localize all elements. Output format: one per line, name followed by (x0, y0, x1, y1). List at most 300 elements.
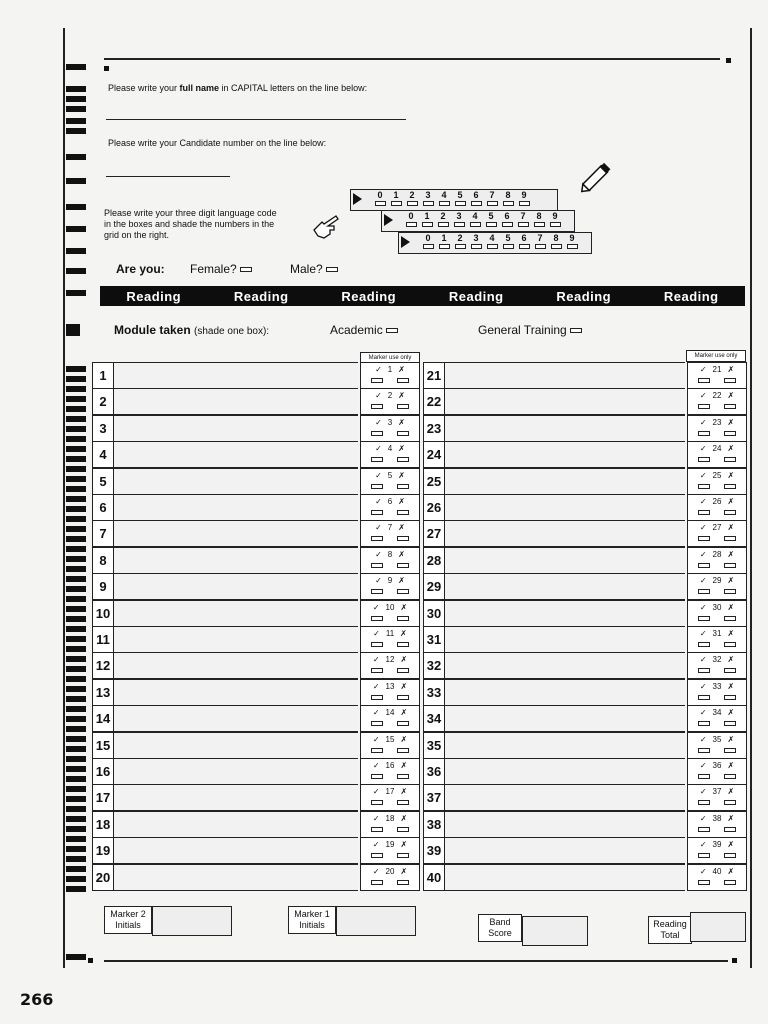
timing-mark (66, 636, 86, 642)
incorrect-bubble[interactable] (724, 695, 736, 700)
digit-bubble[interactable] (439, 201, 450, 206)
answer-row (423, 758, 753, 784)
digit-bubble[interactable] (391, 201, 402, 206)
digit-label: 9 (552, 211, 558, 221)
incorrect-bubble[interactable] (397, 774, 409, 779)
marker-box (360, 864, 420, 891)
marker-box (687, 388, 747, 415)
question-number: 36 (423, 758, 445, 785)
digit-option[interactable] (469, 190, 483, 206)
incorrect-bubble[interactable] (397, 748, 409, 753)
marker-question-number: 18 (385, 813, 395, 823)
language-grid-3[interactable] (398, 232, 592, 254)
correct-bubble[interactable] (698, 457, 710, 462)
correct-bubble[interactable] (371, 563, 383, 568)
cross-icon: ✗ (400, 708, 408, 718)
digit-option[interactable] (421, 190, 435, 206)
incorrect-bubble[interactable] (724, 457, 736, 462)
incorrect-bubble[interactable] (397, 404, 409, 409)
digit-option[interactable] (517, 190, 531, 206)
language-grid-1[interactable] (350, 189, 558, 211)
answer-field[interactable] (114, 652, 358, 679)
digit-bubble[interactable] (503, 201, 514, 206)
tick-icon: ✓ (375, 365, 382, 374)
candidate-number-line[interactable] (106, 176, 230, 177)
timing-mark (66, 856, 86, 862)
marker2-initials-box[interactable] (152, 906, 232, 936)
cross-icon: ✗ (727, 417, 735, 427)
correct-bubble[interactable] (698, 800, 710, 805)
incorrect-bubble[interactable] (397, 563, 409, 568)
digit-option[interactable] (436, 211, 450, 227)
answer-field[interactable] (445, 415, 685, 442)
marker-question-number: 40 (712, 866, 722, 876)
correct-bubble[interactable] (371, 616, 383, 621)
marker-question-number: 25 (712, 470, 722, 480)
correct-bubble[interactable] (371, 721, 383, 726)
answer-row (423, 864, 753, 890)
timing-mark (66, 716, 86, 722)
answer-field[interactable] (445, 758, 685, 785)
tick-icon: ✓ (699, 761, 707, 770)
digit-bubble[interactable] (502, 222, 513, 227)
incorrect-bubble[interactable] (724, 431, 736, 436)
answer-field[interactable] (114, 573, 358, 600)
digit-label: 2 (409, 190, 415, 200)
incorrect-bubble[interactable] (397, 880, 409, 885)
digit-label: 9 (521, 190, 527, 200)
incorrect-bubble[interactable] (724, 827, 736, 832)
incorrect-bubble[interactable] (397, 668, 409, 673)
timing-mark (66, 506, 86, 512)
answer-field[interactable] (445, 573, 685, 600)
digit-option[interactable] (421, 233, 435, 249)
incorrect-bubble[interactable] (724, 536, 736, 541)
digit-bubble[interactable] (519, 201, 530, 206)
correct-bubble[interactable] (371, 800, 383, 805)
marker-question-number: 16 (385, 761, 395, 770)
answer-field[interactable] (114, 547, 358, 574)
answer-field[interactable] (445, 705, 685, 732)
reading-banner (100, 286, 745, 306)
digit-option[interactable] (453, 190, 467, 206)
answer-field[interactable] (445, 732, 685, 759)
correct-bubble[interactable] (698, 853, 710, 858)
digit-option[interactable] (437, 190, 451, 206)
digit-bubble[interactable] (519, 244, 530, 249)
marker-question-number: 35 (712, 734, 722, 744)
correct-bubble[interactable] (698, 695, 710, 700)
digit-bubble[interactable] (454, 222, 465, 227)
answer-field[interactable] (114, 837, 358, 864)
digit-bubble[interactable] (518, 222, 529, 227)
tick-icon: ✓ (372, 708, 380, 718)
answer-field[interactable] (114, 362, 358, 389)
marker-question-number: 7 (387, 523, 393, 533)
marker-box (360, 415, 420, 442)
male-bubble[interactable] (326, 267, 338, 272)
incorrect-bubble[interactable] (397, 378, 409, 383)
digit-option[interactable] (549, 233, 563, 249)
digit-option[interactable] (373, 190, 387, 206)
digit-option[interactable] (516, 211, 530, 227)
general-training-option[interactable]: General Training (478, 323, 582, 337)
answer-field[interactable] (445, 864, 685, 891)
digit-bubble[interactable] (439, 244, 450, 249)
digit-option[interactable] (532, 211, 546, 227)
marker-box (360, 362, 420, 389)
incorrect-bubble[interactable] (724, 616, 736, 621)
timing-mark (66, 178, 86, 184)
tick-icon: ✓ (373, 629, 380, 638)
digit-label: 9 (569, 233, 575, 243)
answer-field[interactable] (445, 520, 685, 547)
marker-box (360, 758, 420, 785)
answer-row (92, 652, 422, 678)
answer-field[interactable] (114, 626, 358, 653)
cross-icon: ✗ (727, 497, 735, 506)
tick-icon: ✓ (699, 444, 707, 454)
incorrect-bubble[interactable] (397, 536, 409, 541)
tick-icon: ✓ (699, 787, 707, 797)
tick-icon: ✓ (699, 813, 707, 823)
timing-mark (66, 526, 86, 532)
digit-bubble[interactable] (470, 222, 481, 227)
answer-field[interactable] (114, 679, 358, 706)
question-number: 23 (423, 415, 445, 442)
cross-icon: ✗ (398, 576, 405, 586)
answer-field[interactable] (114, 468, 358, 495)
marker-question-number: 37 (712, 787, 722, 797)
marker-question-number: 8 (387, 549, 393, 559)
digit-bubble[interactable] (534, 222, 545, 227)
cross-icon: ✗ (727, 576, 735, 586)
digit-option[interactable] (420, 211, 434, 227)
incorrect-bubble[interactable] (397, 695, 409, 700)
incorrect-bubble[interactable] (397, 800, 409, 805)
correct-bubble[interactable] (371, 774, 383, 779)
tick-icon: ✓ (699, 576, 707, 586)
incorrect-bubble[interactable] (397, 827, 409, 832)
correct-bubble[interactable] (371, 404, 383, 409)
arrow-icon (401, 236, 410, 248)
incorrect-bubble[interactable] (397, 642, 409, 647)
incorrect-bubble[interactable] (724, 378, 736, 383)
digit-bubble[interactable] (455, 244, 466, 249)
incorrect-bubble[interactable] (397, 510, 409, 515)
cross-icon: ✗ (727, 840, 735, 850)
correct-bubble[interactable] (371, 484, 383, 489)
marker-question-number: 27 (712, 523, 722, 533)
answer-row (92, 547, 422, 573)
correct-bubble[interactable] (371, 695, 383, 700)
correct-bubble[interactable] (698, 484, 710, 489)
digit-option[interactable] (517, 233, 531, 249)
incorrect-bubble[interactable] (724, 563, 736, 568)
correct-bubble[interactable] (698, 404, 710, 409)
correct-bubble[interactable] (371, 827, 383, 832)
cross-icon: ✗ (727, 602, 735, 612)
correct-bubble[interactable] (698, 827, 710, 832)
correct-bubble[interactable] (371, 642, 383, 647)
marker-box (360, 652, 420, 679)
digit-bubble[interactable] (471, 201, 482, 206)
answer-field[interactable] (114, 758, 358, 785)
language-grid-2[interactable] (381, 210, 575, 232)
digit-bubble[interactable] (471, 244, 482, 249)
digit-option[interactable] (452, 211, 466, 227)
digit-option[interactable] (469, 233, 483, 249)
cross-icon: ✗ (727, 470, 735, 480)
incorrect-bubble[interactable] (724, 774, 736, 779)
correct-bubble[interactable] (371, 880, 383, 885)
digit-bubble[interactable] (487, 244, 498, 249)
answer-field[interactable] (114, 388, 358, 415)
question-number: 39 (423, 837, 445, 864)
timing-mark (66, 866, 86, 872)
digit-option[interactable] (548, 211, 562, 227)
marker-box (687, 468, 747, 495)
digit-option[interactable] (404, 211, 418, 227)
tick-icon: ✓ (372, 655, 380, 665)
answer-field[interactable] (445, 837, 685, 864)
correct-bubble[interactable] (698, 774, 710, 779)
correct-bubble[interactable] (698, 616, 710, 621)
marker-question-number: 23 (712, 417, 722, 427)
digit-bubble[interactable] (407, 201, 418, 206)
cross-icon: ✗ (727, 681, 735, 691)
marker1-initials-box[interactable] (336, 906, 416, 936)
answer-field[interactable] (445, 600, 685, 627)
timing-mark (66, 726, 86, 732)
incorrect-bubble[interactable] (724, 721, 736, 726)
marker-box (687, 573, 747, 600)
incorrect-bubble[interactable] (397, 616, 409, 621)
incorrect-bubble[interactable] (724, 800, 736, 805)
answer-row (423, 494, 753, 520)
digit-option[interactable] (437, 233, 451, 249)
reading-total: Reading Total (648, 906, 748, 936)
tick-icon: ✓ (375, 576, 382, 586)
correct-bubble[interactable] (371, 457, 383, 462)
answer-field[interactable] (114, 520, 358, 547)
question-number: 29 (423, 573, 445, 600)
cross-icon: ✗ (727, 708, 735, 718)
marker-box (687, 784, 747, 811)
marker-question-number: 12 (385, 655, 395, 665)
question-number: 21 (423, 362, 445, 389)
incorrect-bubble[interactable] (724, 880, 736, 885)
incorrect-bubble[interactable] (397, 853, 409, 858)
marker-question-number: 29 (712, 576, 722, 586)
incorrect-bubble[interactable] (724, 484, 736, 489)
timing-mark (66, 106, 86, 112)
marker-question-number: 14 (385, 708, 395, 718)
digit-option[interactable] (468, 211, 482, 227)
incorrect-bubble[interactable] (724, 404, 736, 409)
correct-bubble[interactable] (371, 536, 383, 541)
marker-box (687, 441, 747, 468)
tick-icon: ✓ (699, 365, 707, 374)
male-option[interactable]: Male? (290, 262, 338, 276)
digit-bubble[interactable] (423, 244, 434, 249)
question-number: 7 (92, 520, 114, 547)
answer-field[interactable] (445, 784, 685, 811)
correct-bubble[interactable] (698, 880, 710, 885)
digit-bubble[interactable] (503, 244, 514, 249)
digit-option[interactable] (405, 190, 419, 206)
question-number: 15 (92, 732, 114, 759)
correct-bubble[interactable] (698, 510, 710, 515)
are-you-label: Are you: (116, 262, 165, 276)
answer-field[interactable] (445, 652, 685, 679)
full-name-line[interactable] (106, 119, 406, 120)
bottom-rule (104, 960, 728, 962)
correct-bubble[interactable] (371, 589, 383, 594)
marker-question-number: 39 (712, 840, 722, 850)
reading-total-box[interactable] (690, 912, 746, 942)
incorrect-bubble[interactable] (724, 510, 736, 515)
answer-field[interactable] (114, 811, 358, 838)
answer-field[interactable] (114, 864, 358, 891)
cross-icon: ✗ (727, 813, 735, 823)
digit-bubble[interactable] (423, 201, 434, 206)
answer-field[interactable] (445, 441, 685, 468)
answer-field[interactable] (445, 468, 685, 495)
digit-bubble[interactable] (486, 222, 497, 227)
marker-box (360, 547, 420, 574)
timing-mark (66, 836, 86, 842)
tick-icon: ✓ (699, 681, 707, 691)
female-bubble[interactable] (240, 267, 252, 272)
incorrect-bubble[interactable] (724, 748, 736, 753)
answer-row (423, 547, 753, 573)
correct-bubble[interactable] (371, 668, 383, 673)
tick-icon: ✓ (699, 523, 707, 533)
correct-bubble[interactable] (698, 589, 710, 594)
incorrect-bubble[interactable] (724, 642, 736, 647)
digit-label: 3 (425, 190, 431, 200)
correct-bubble[interactable] (371, 748, 383, 753)
answer-field[interactable] (445, 388, 685, 415)
answer-field[interactable] (445, 811, 685, 838)
timing-mark (66, 386, 86, 392)
answer-row (423, 520, 753, 546)
tick-icon: ✓ (375, 444, 382, 454)
digit-option[interactable] (485, 233, 499, 249)
correct-bubble[interactable] (698, 748, 710, 753)
correct-bubble[interactable] (698, 721, 710, 726)
answer-field[interactable] (114, 732, 358, 759)
incorrect-bubble[interactable] (724, 668, 736, 673)
correct-bubble[interactable] (371, 853, 383, 858)
question-number: 4 (92, 441, 114, 468)
answer-field[interactable] (445, 494, 685, 521)
correct-bubble[interactable] (698, 378, 710, 383)
correct-bubble[interactable] (698, 431, 710, 436)
answer-field[interactable] (114, 784, 358, 811)
digit-option[interactable] (453, 233, 467, 249)
incorrect-bubble[interactable] (397, 484, 409, 489)
correct-bubble[interactable] (371, 431, 383, 436)
answer-row (92, 784, 422, 810)
digit-option[interactable] (500, 211, 514, 227)
digit-bubble[interactable] (406, 222, 417, 227)
corner-mark (732, 958, 737, 963)
answer-field[interactable] (114, 494, 358, 521)
digit-bubble[interactable] (550, 222, 561, 227)
timing-mark (66, 676, 86, 682)
incorrect-bubble[interactable] (397, 457, 409, 462)
question-number: 13 (92, 679, 114, 706)
answer-field[interactable] (114, 600, 358, 627)
answer-field[interactable] (114, 415, 358, 442)
female-option[interactable]: Female? (190, 262, 252, 276)
correct-bubble[interactable] (698, 536, 710, 541)
incorrect-bubble[interactable] (724, 853, 736, 858)
digit-option[interactable] (389, 190, 403, 206)
marker-question-number: 21 (712, 365, 722, 374)
left-border (63, 28, 65, 968)
digit-bubble[interactable] (535, 244, 546, 249)
digit-option[interactable] (484, 211, 498, 227)
marker-box (687, 811, 747, 838)
correct-bubble[interactable] (698, 563, 710, 568)
incorrect-bubble[interactable] (397, 431, 409, 436)
corner-mark (104, 66, 109, 71)
digit-bubble[interactable] (375, 201, 386, 206)
digit-bubble[interactable] (422, 222, 433, 227)
digit-option[interactable] (485, 190, 499, 206)
answer-field[interactable] (114, 441, 358, 468)
marker-box (687, 626, 747, 653)
answer-row (423, 415, 753, 441)
correct-bubble[interactable] (371, 510, 383, 515)
answer-field[interactable] (114, 705, 358, 732)
digit-bubble[interactable] (455, 201, 466, 206)
answer-field[interactable] (445, 547, 685, 574)
academic-option[interactable]: Academic (330, 323, 398, 337)
digit-bubble[interactable] (438, 222, 449, 227)
cross-icon: ✗ (398, 497, 405, 506)
correct-bubble[interactable] (371, 378, 383, 383)
correct-bubble[interactable] (698, 642, 710, 647)
digit-option[interactable] (533, 233, 547, 249)
digit-bubble[interactable] (551, 244, 562, 249)
answer-row (423, 705, 753, 731)
incorrect-bubble[interactable] (397, 589, 409, 594)
digit-bubble[interactable] (487, 201, 498, 206)
answer-field[interactable] (445, 362, 685, 389)
digit-bubble[interactable] (567, 244, 578, 249)
academic-bubble[interactable] (386, 328, 398, 333)
incorrect-bubble[interactable] (397, 721, 409, 726)
digit-option[interactable] (565, 233, 579, 249)
answer-row (92, 573, 422, 599)
answer-field[interactable] (445, 626, 685, 653)
answer-field[interactable] (445, 679, 685, 706)
incorrect-bubble[interactable] (724, 589, 736, 594)
correct-bubble[interactable] (698, 668, 710, 673)
tick-icon: ✓ (699, 417, 707, 427)
answer-row (92, 732, 422, 758)
digit-option[interactable] (501, 190, 515, 206)
band-score-box[interactable] (522, 916, 588, 946)
tick-icon: ✓ (375, 549, 382, 559)
cross-icon: ✗ (398, 417, 405, 427)
general-training-bubble[interactable] (570, 328, 582, 333)
digit-option[interactable] (501, 233, 515, 249)
